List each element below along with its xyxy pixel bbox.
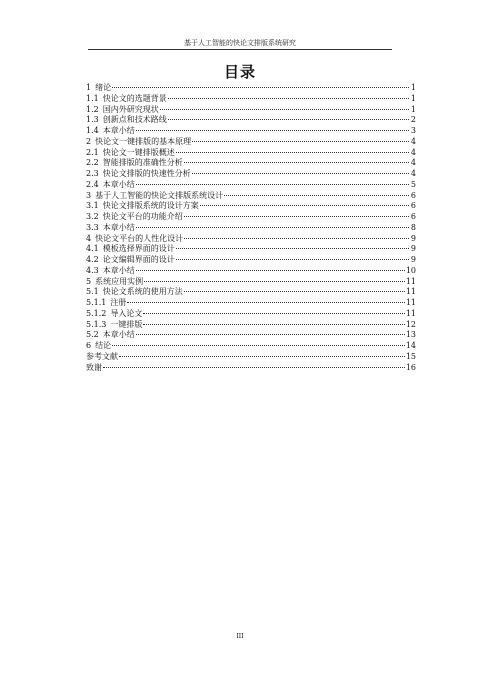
toc-leader-dots [192, 173, 409, 174]
toc-leader-dots [136, 270, 405, 271]
toc-entry-title: 注册 [110, 298, 127, 307]
toc-entry-number: 2.4 [86, 179, 99, 189]
toc-entry-page: 15 [405, 351, 416, 361]
toc-entry-number: 5.1 [86, 287, 99, 297]
toc-entry-number: 4 [86, 233, 92, 243]
toc-entry-number: 3 [86, 190, 92, 200]
toc-entry-page: 6 [410, 212, 416, 221]
toc-entry[interactable] [86, 115, 416, 126]
toc-entry-number: 1.1 [86, 93, 99, 103]
toc-entry-title: 本章小结 [102, 222, 135, 232]
toc-entry-number: 5.1.3 [86, 319, 107, 329]
toc-entry-number: 4.1 [86, 244, 99, 254]
toc-leader-dots [136, 227, 409, 228]
toc-leader-dots [184, 238, 409, 239]
toc-entry-title: 本章小结 [102, 265, 135, 275]
toc-entry-page: 6 [410, 201, 416, 211]
toc-leader-dots [192, 141, 409, 142]
toc-entry-title: 模板选择界面的设计 [102, 244, 175, 254]
toc-leader-dots [184, 291, 405, 292]
toc-entry-title: 快论文一键排版概述 [102, 147, 175, 157]
toc-entry-number: 1.4 [86, 126, 99, 135]
toc-entry-title: 快论文的选题背景 [102, 93, 167, 103]
toc-leader-dots [143, 313, 404, 314]
toc-leader-dots [160, 109, 409, 110]
toc-entry-page: 4 [410, 158, 416, 168]
toc-entry-title: 快论文排版的快速性分析 [102, 169, 191, 178]
toc-leader-dots [176, 259, 409, 260]
toc-entry[interactable] [86, 309, 416, 320]
toc-entry-page: 2 [410, 115, 416, 125]
toc-entry-title: 一键排版 [110, 319, 143, 329]
toc-leader-dots [200, 205, 409, 206]
toc-entry-number: 5 [86, 276, 92, 286]
toc-entry-number: 5.1.2 [86, 308, 107, 318]
toc-entry-title: 基于人工智能的快论文排版系统设计 [95, 190, 224, 200]
toc-entry-page: 16 [405, 362, 416, 372]
toc-entry-page: 5 [410, 179, 416, 189]
toc-leader-dots [184, 162, 409, 163]
toc-entry-title: 快论文平台的功能介绍 [102, 212, 183, 221]
toc-entry[interactable] [86, 244, 416, 255]
toc-entry-number: 6 [86, 341, 92, 350]
toc-entry[interactable] [86, 320, 416, 331]
toc-entry[interactable] [86, 255, 416, 266]
toc-entry[interactable] [86, 212, 416, 223]
toc-entry[interactable] [86, 298, 416, 309]
toc-entry[interactable] [86, 352, 416, 363]
toc-entry[interactable] [86, 83, 416, 94]
toc-leader-dots [103, 367, 405, 368]
toc-entry[interactable] [86, 191, 416, 202]
toc-entry[interactable] [86, 148, 416, 159]
toc-entry[interactable] [86, 180, 416, 191]
toc-entry-title: 本章小结 [102, 179, 135, 189]
toc-entry[interactable] [86, 266, 416, 277]
toc-entry-title: 论文编辑界面的设计 [102, 255, 175, 264]
toc-entry[interactable] [86, 126, 416, 137]
toc-entry-title: 本章小结 [102, 126, 135, 135]
toc-leader-dots [176, 152, 409, 153]
toc-entry-number: 2.2 [86, 158, 99, 168]
toc-entry-number: 3.3 [86, 222, 99, 232]
header-rule [88, 49, 392, 50]
toc-entry-page: 4 [410, 169, 416, 178]
toc-leader-dots [168, 119, 409, 120]
toc-entry-page: 6 [410, 190, 416, 200]
toc-entry-number: 3.1 [86, 201, 99, 211]
toc-entry-page: 1 [410, 83, 416, 92]
toc-leader-dots [119, 356, 405, 357]
toc-entry-number: 1 [86, 83, 92, 92]
toc-entry-title: 智能排版的准确性分析 [102, 158, 183, 168]
toc-entry[interactable] [86, 201, 416, 212]
toc-entry[interactable] [86, 158, 416, 169]
toc-leader-dots [136, 130, 409, 131]
toc-entry[interactable] [86, 169, 416, 180]
toc-entry-title: 快论文一键排版的基本原理 [95, 136, 192, 146]
toc-entry-page: 1 [410, 93, 416, 103]
toc-entry-number: 5.2 [86, 330, 99, 340]
toc-leader-dots [136, 184, 409, 185]
toc-entry-title: 本章小结 [102, 330, 135, 340]
toc-entry-page: 11 [405, 308, 416, 318]
toc-entry[interactable] [86, 287, 416, 298]
toc-entry-number: 5.1.1 [86, 298, 107, 307]
toc-entry-title: 致谢 [86, 362, 102, 372]
toc-leader-dots [136, 334, 405, 335]
toc-entry-number: 2.1 [86, 147, 99, 157]
toc-entry-number: 1.2 [86, 104, 99, 114]
toc-entry-page: 9 [410, 255, 416, 264]
toc-leader-dots [143, 324, 404, 325]
running-header: 基于人工智能的快论文排版系统研究 [184, 39, 296, 47]
toc-entry[interactable] [86, 94, 416, 105]
toc-entry-page: 13 [405, 330, 416, 340]
toc-entry-page: 9 [410, 244, 416, 254]
toc-entry[interactable] [86, 223, 416, 234]
toc-leader-dots [112, 345, 405, 346]
toc-entry[interactable] [86, 363, 416, 374]
toc-entry-title: 快论文系统的使用方法 [102, 287, 183, 297]
toc-entry-page: 14 [405, 341, 416, 350]
toc-entry-page: 1 [410, 104, 416, 114]
toc-entry[interactable] [86, 105, 416, 116]
toc-entry-number: 2 [86, 136, 92, 146]
toc-entry-page: 12 [405, 319, 416, 329]
toc-entry-number: 2.3 [86, 169, 99, 178]
toc-entry-page: 11 [405, 298, 416, 307]
toc-leader-dots [168, 98, 409, 99]
toc-entry[interactable] [86, 277, 416, 288]
toc-entry-number: 1.3 [86, 115, 99, 125]
toc-entry[interactable] [86, 330, 416, 341]
toc-entry[interactable] [86, 341, 416, 352]
toc-entry-page: 10 [405, 265, 416, 275]
toc-entry-title: 绪论 [95, 83, 112, 92]
toc-leader-dots [184, 216, 409, 217]
toc-entry-title: 国内外研究现状 [102, 104, 159, 114]
toc-entry-title: 导入论文 [110, 308, 143, 318]
toc-leader-dots [144, 281, 405, 282]
toc-entry-page: 4 [410, 147, 416, 157]
toc-title: 目录 [223, 63, 256, 81]
toc-entry-title: 快论文排版系统的设计方案 [102, 201, 199, 211]
toc-list [86, 83, 416, 373]
toc-entry-page: 4 [410, 136, 416, 146]
toc-entry-title: 快论文平台的人性化设计 [95, 233, 184, 243]
toc-entry-page: 11 [405, 287, 416, 297]
toc-entry-page: 9 [410, 233, 416, 243]
toc-leader-dots [127, 302, 404, 303]
toc-entry-page: 11 [405, 276, 416, 286]
toc-entry-number: 3.2 [86, 212, 99, 221]
toc-entry-title: 创新点和技术路线 [102, 115, 167, 125]
toc-entry[interactable] [86, 234, 416, 245]
toc-entry-page: 3 [410, 126, 416, 135]
toc-entry-title: 参考文献 [86, 351, 118, 361]
toc-leader-dots [224, 195, 409, 196]
toc-entry-title: 结论 [95, 341, 112, 350]
toc-leader-dots [112, 87, 409, 88]
toc-entry-page: 8 [410, 222, 416, 232]
page-number: III [236, 633, 244, 640]
toc-entry[interactable] [86, 137, 416, 148]
toc-leader-dots [176, 248, 409, 249]
toc-entry-number: 4.2 [86, 255, 99, 264]
toc-entry-title: 系统应用实例 [95, 276, 144, 286]
toc-entry-number: 4.3 [86, 265, 99, 275]
